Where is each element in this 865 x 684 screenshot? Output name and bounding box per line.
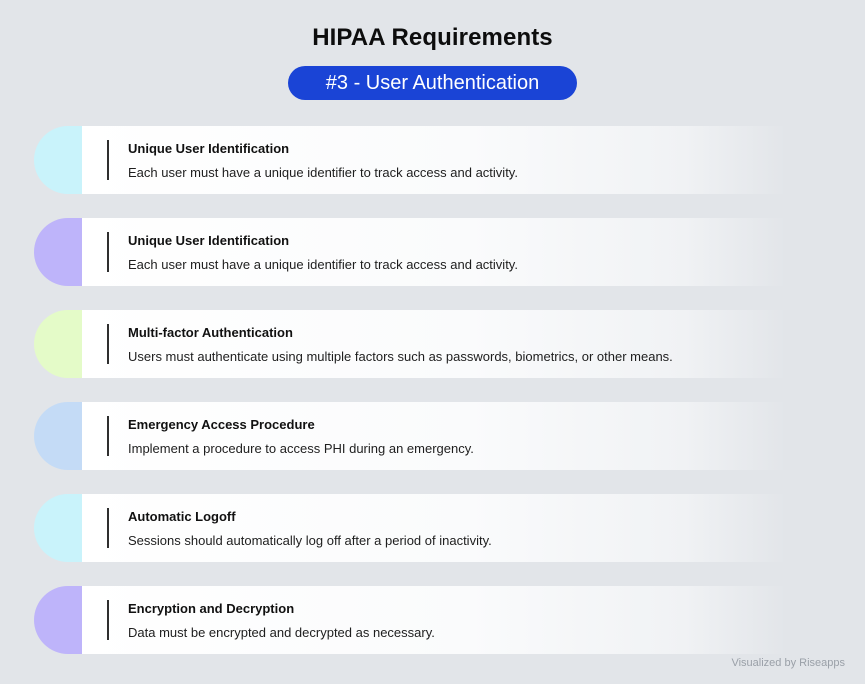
item-title: Automatic Logoff: [128, 509, 236, 524]
footer-credit: Visualized by Riseapps: [731, 657, 845, 669]
list-item: [34, 402, 865, 470]
list-item: [34, 586, 865, 654]
item-title: Encryption and Decryption: [128, 601, 295, 616]
item-title: Unique User Identification: [128, 233, 290, 248]
divider-bar: [107, 600, 109, 640]
card-panel: [82, 218, 787, 286]
divider-bar: [107, 324, 109, 364]
item-description: Users must authenticate using multiple factors such as passwords, biometrics, or other means.: [128, 349, 673, 364]
list-item: [34, 218, 865, 286]
card-panel: [82, 494, 787, 562]
page-title: HIPAA Requirements: [312, 24, 553, 51]
item-description: Sessions should automatically log off after a period of inactivity.: [128, 533, 492, 548]
item-description: Data must be encrypted and decrypted as necessary.: [128, 625, 435, 640]
divider-bar: [107, 508, 109, 548]
divider-bar: [107, 416, 109, 456]
item-description: Each user must have a unique identifier to track access and activity.: [128, 257, 518, 272]
item-description: Each user must have a unique identifier to track access and activity.: [128, 165, 518, 180]
list-item: [34, 310, 865, 378]
divider-bar: [107, 140, 109, 180]
card-panel: [82, 586, 787, 654]
item-title: Emergency Access Procedure: [128, 417, 315, 432]
requirements-list: [34, 126, 865, 678]
divider-bar: [107, 232, 109, 272]
card-panel: [82, 402, 787, 470]
item-title: Multi-factor Authentication: [128, 325, 293, 340]
item-title: Unique User Identification: [128, 141, 290, 156]
item-description: Implement a procedure to access PHI during an emergency.: [128, 441, 474, 456]
list-item: [34, 126, 865, 194]
card-panel: [82, 126, 787, 194]
subtitle-badge: #3 - User Authentication: [288, 66, 577, 100]
list-item: [34, 494, 865, 562]
card-panel: [82, 310, 787, 378]
